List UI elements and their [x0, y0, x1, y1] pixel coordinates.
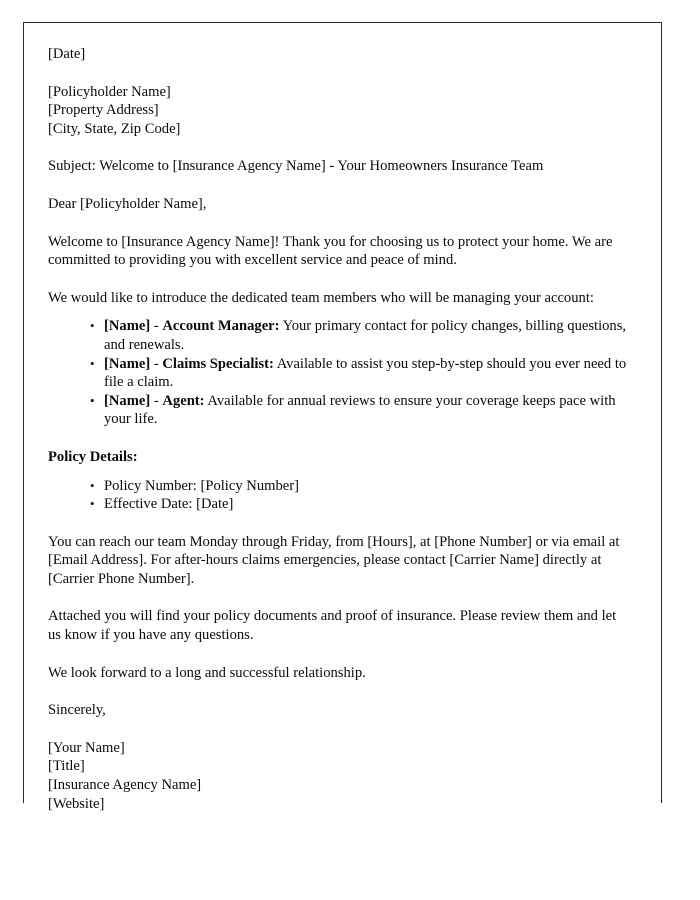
team-members-list — [48, 317, 637, 429]
letter-date: [Date] — [48, 46, 86, 62]
policy-details-heading: Policy Details: — [48, 448, 138, 465]
member-role: Agent: — [162, 392, 205, 409]
spacer — [48, 64, 637, 83]
policy-details-list — [48, 477, 637, 514]
intro-paragraph: Welcome to [Insurance Agency Name]! Thank you for choosing us to protect your home. We are committed to providing you with excellent service and peace of mind. — [48, 233, 613, 269]
spacer — [48, 270, 637, 289]
signature-website: [Website] — [48, 795, 105, 812]
member-separator: - — [150, 392, 163, 409]
salutation: Dear [Policyholder Name], — [48, 195, 207, 212]
list-item — [90, 355, 637, 392]
spacer — [48, 720, 637, 739]
member-separator: - — [150, 355, 163, 372]
spacer — [48, 682, 637, 701]
spacer — [48, 514, 637, 533]
member-role: Claims Specialist: — [162, 355, 274, 372]
sign-off: Sincerely, — [48, 702, 106, 719]
letter-body — [24, 23, 661, 813]
member-description: Available for annual reviews to ensure your coverage keeps pace with your life. — [104, 392, 616, 428]
member-description: Available to assist you step-by-step should you ever need to file a claim. — [104, 355, 627, 391]
spacer — [48, 429, 637, 448]
attachment-paragraph: Attached you will find your policy documents and proof of insurance. Please review them and let us know if you have any questions. — [48, 608, 617, 644]
recipient-street: [Property Address] — [48, 102, 159, 119]
signature-agency: [Insurance Agency Name] — [48, 777, 202, 794]
recipient-city-state-zip: [City, State, Zip Code] — [48, 120, 181, 137]
signature-name: [Your Name] — [48, 739, 125, 756]
list-item: • Policy Number: [Policy Number] — [90, 477, 637, 496]
team-intro-paragraph: We would like to introduce the dedicated team members who will be managing your account: — [48, 289, 594, 306]
closing-paragraph: We look forward to a long and successful relationship. — [48, 664, 366, 681]
signature-title: [Title] — [48, 758, 85, 775]
recipient-address-block — [48, 83, 637, 139]
spacer — [48, 214, 637, 233]
spacer — [48, 645, 637, 664]
spacer — [48, 138, 637, 157]
recipient-name: [Policyholder Name] — [48, 83, 171, 100]
subject-line: Subject: Welcome to [Insurance Agency Name] - Your Homeowners Insurance Team — [48, 158, 544, 175]
spacer — [48, 588, 637, 607]
member-name: [Name] — [104, 355, 151, 372]
contact-paragraph: You can reach our team Monday through Friday, from [Hours], at [Phone Number] or via email at [Email Address]. For after-hours claims emergencies, please contact [Carrier Name] directly at [Carrier Phone Number]. — [48, 533, 620, 587]
list-item — [90, 317, 637, 354]
member-separator: - — [150, 318, 163, 335]
member-description: Your primary contact for policy changes, billing questions, and renewals. — [104, 318, 627, 353]
signature-block — [48, 739, 637, 813]
member-role: Account Manager: — [162, 318, 280, 335]
list-item: • Effective Date: [Date] — [90, 495, 637, 514]
document-page — [23, 22, 662, 812]
list-item — [90, 392, 637, 429]
member-name: [Name] — [104, 318, 151, 335]
spacer — [48, 176, 637, 195]
member-name: [Name] — [104, 392, 151, 409]
